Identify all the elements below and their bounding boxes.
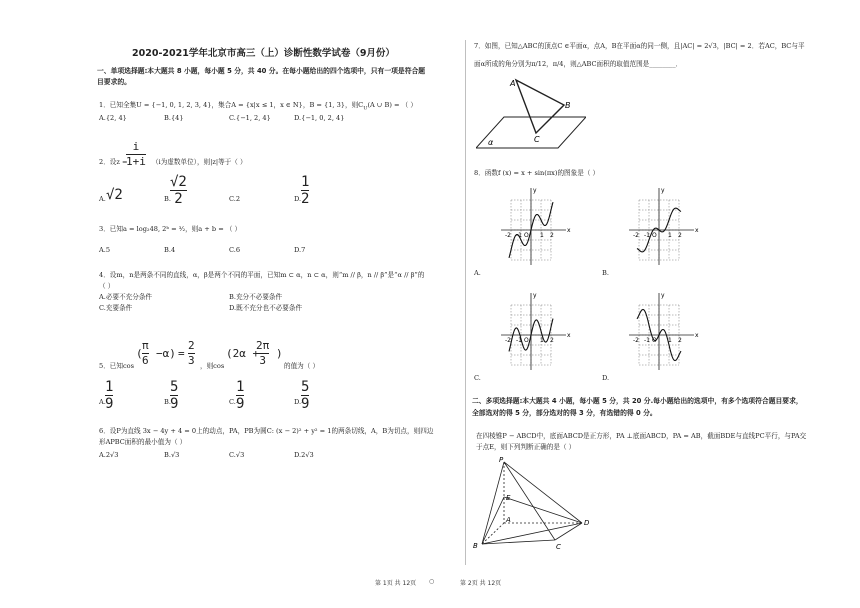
q5-d-num: 5 [301,379,310,395]
q9-edge-pb [482,462,504,544]
q7-label-b: B [565,101,571,110]
q7-figure [476,75,586,155]
origin-label: O [524,232,529,239]
q6-stem-cont: 形APBC面积的最小值为（ ） [99,438,187,446]
tick-label: -1 [516,337,522,344]
q5-option-d-fraction[interactable] [301,380,309,411]
q2-option-a-value[interactable]: √2 [106,187,123,203]
q2-option-d-label[interactable]: D. [294,195,302,203]
q5-equals: = [178,347,185,360]
q9-edge-ab [482,523,504,544]
q5-fraction-2 [188,340,195,367]
q4-option-c[interactable]: C.充要条件 [99,304,133,312]
q4-option-d[interactable]: D.既不充分也不必要条件 [229,304,303,312]
section2-heading-cont: 全部选对的得 5 分，部分选对的得 3 分，有选错的得 0 分。 [472,409,657,417]
q9-label-c: C [556,543,561,551]
q5-c-num: 1 [236,379,245,395]
q3-option-c[interactable]: C.6 [229,246,241,254]
q5-f1-num: π [142,339,149,352]
tick-label: -1 [644,337,650,344]
x-axis-label: x [695,227,699,234]
footer-left-page-number: 第 1页 共 12页 [375,580,417,587]
q5-f2-den: 3 [188,354,195,367]
q3-stem: 3．已知a = log₂48, 2ᵇ = ³⁄₂，则a + b = （ ） [99,225,242,233]
q5-option-a-fraction[interactable] [105,380,113,411]
q1-stem-sub: U [363,105,368,112]
q9-label-e: E [506,494,511,502]
q8-stem: 8．函数f (x) = x + sin(πx)的图象是（ ） [474,169,600,177]
q1-stem [99,101,417,113]
q9-figure [470,455,600,555]
q8-graph-c[interactable] [486,285,596,380]
exam-title: 2020-2021学年北京市高三（上）诊断性数学试卷（9月份） [132,48,395,59]
x-axis-label: x [567,227,571,234]
q7-label-a: A [510,79,516,88]
q9-edge-pc [504,462,555,540]
q4-stem-cont: （ ） [99,282,115,290]
q5-f1-den: 6 [142,354,149,367]
tick-label: 2 [678,232,682,239]
section1-heading-cont: 目要求的。 [97,78,131,86]
footer-separator: ○ [429,578,435,585]
q2-option-b-fraction[interactable] [170,175,187,206]
q7-label-c: C [534,135,540,144]
q8-option-label[interactable]: B. [602,269,609,277]
tick-label: -2 [505,232,511,239]
q9-label-a: A [506,516,511,524]
tick-label: 1 [540,337,544,344]
q5-fraction-1 [142,340,149,367]
q5-b-num: 5 [170,379,179,395]
q9-stem-cont: 于点E，则下列判断正确的是（ ） [476,443,576,451]
y-axis-label: y [533,187,537,194]
q2-prefix: 2．设z = [99,158,128,166]
q2-fraction [126,141,146,168]
q2-option-d-denominator: 2 [301,191,310,207]
origin-label: O [652,232,657,239]
q5-option-d-label[interactable]: D.- [294,398,304,406]
q5-option-c-fraction[interactable] [236,380,244,411]
q9-label-d: D [584,519,590,527]
q3-option-d[interactable]: D.7 [294,246,306,254]
q9-stem: 在四棱锥P − ABCD中，底面ABCD是正方形，PA ⊥底面ABCD，PA = AB，截面BDE与直线PC平行，与PA交 [476,432,807,440]
q4-option-b[interactable]: B.充分不必要条件 [229,293,283,301]
q5-option-a-label[interactable]: A. [99,398,106,406]
q7-label-alpha: α [488,138,494,147]
q5-option-b-label[interactable]: B. [164,398,171,406]
q5-suffix: 的值为（ ） [284,362,320,370]
origin-label: O [524,337,529,344]
q2-option-b-denominator: 2 [174,191,183,207]
q8-option-label[interactable]: D. [602,374,610,382]
q7-stem: 7．如图，已知△ABC的顶点C ∈平面α，点A，B在平面α的同一侧，且|AC| = 2√3，|BC| = 2．若AC，BC与平 [474,42,805,50]
tick-label: -1 [516,232,522,239]
tick-label: -2 [505,337,511,344]
tick-label: 2 [550,232,554,239]
tick-label: 2 [550,337,554,344]
right-page [466,0,860,608]
q8-option-label[interactable]: C. [474,374,481,382]
q2-option-a-label[interactable]: A. [99,195,106,203]
q2-suffix: （i为虚数单位），则|z|等于（ ） [152,158,247,166]
q1-stem-end: (A ∪ B) = （ ） [367,101,417,109]
q1-option-b[interactable]: B.{4} [164,114,184,122]
q5-f3-num: 2π [256,339,270,352]
tick-label: 1 [668,337,672,344]
q5-paren-open: ( [136,347,143,360]
q9-edge-bd [482,523,582,544]
q4-option-a[interactable]: A.必要不充分条件 [99,293,153,301]
q2-option-d-fraction[interactable] [301,175,309,206]
q5-c-den: 9 [236,396,245,412]
y-axis-label: y [533,292,537,299]
q5-option-b-fraction[interactable] [170,380,178,411]
q2-option-b-label[interactable]: B. [164,195,171,203]
q3-option-b[interactable]: B.4 [164,246,176,254]
q5-prefix: 5．已知cos [99,362,135,370]
q3-option-a[interactable]: A.5 [99,246,111,254]
q2-denominator: 1+i [126,155,146,168]
q2-option-d-numerator: 1 [301,174,310,190]
q5-mid: ，则cos [200,362,225,370]
q5-f3-den: 3 [259,354,266,367]
q5-paren-2: (2α + [226,347,260,360]
x-axis-label: x [567,332,571,339]
x-axis-label: x [695,332,699,339]
q5-a-num: 1 [105,379,114,395]
q5-d-den: 9 [301,396,310,412]
tick-label: -2 [633,337,639,344]
q5-fraction-3 [256,340,269,367]
q8-graph-a[interactable] [486,180,596,275]
tick-label: 1 [668,232,672,239]
q5-f2-num: 2 [188,339,195,352]
q2-option-c[interactable]: C.2 [229,195,241,203]
q4-stem: 4．设m，n是两条不同的直线，α，β是两个不同的平面，已知m ⊂ α，n ⊂ α，则“m // β，n // β”是“α // β”的 [99,271,425,279]
q9-label-p: P [499,456,504,464]
q9-label-b: B [473,542,478,550]
q5-minus-alpha: −α) [156,347,176,360]
q7-triangle-abc [516,80,564,133]
origin-label: O [652,337,657,344]
footer-right-page-number: 第 2页 共 12页 [460,580,502,587]
q5-b-den: 9 [170,396,179,412]
section1-heading: 一、单项选择题:本大题共 8 小题，每小题 5 分，共 40 分。在每小题给出的四个选项中，只有一项是符合题 [97,67,426,75]
q1-option-c[interactable]: C.{−1, 2, 4} [229,114,271,122]
tick-label: 2 [678,337,682,344]
q9-edge-pd [504,462,582,523]
tick-label: -2 [633,232,639,239]
q5-paren-close: ) [276,347,283,360]
q8-graph-d[interactable] [614,285,724,380]
q8-graph-b[interactable] [614,180,724,275]
tick-label: 1 [540,232,544,239]
y-axis-label: y [661,292,665,299]
q2-option-b-numerator: √2 [170,174,187,190]
q5-option-c-label[interactable]: C.- [229,398,239,406]
q1-stem-text: 1．已知全集U = {−1, 0, 1, 2, 3, 4}，集合A = {x|x ≤ 1，x ∈ N}，B = {1, 3}，则C [99,101,364,109]
q7-stem-cont: 面α所成的角分别为π/12，π/4，则△ABC面积的取值范围是________． [474,60,683,68]
y-axis-label: y [661,187,665,194]
q5-a-den: 9 [105,396,114,412]
tick-label: -1 [644,232,650,239]
q8-option-label[interactable]: A. [474,269,481,277]
q1-option-d[interactable]: D.{−1, 0, 2, 4} [294,114,345,122]
q6-option-b[interactable]: B.√3 [164,451,180,459]
q1-option-a[interactable]: A.{2, 4} [99,114,127,122]
q6-stem: 6．设P为直线 3x − 4y + 4 = 0上的动点，PA，PB为圆C: (x − 2)² + y² = 1的两条切线，A，B为切点，则四边 [99,427,434,435]
q6-option-a[interactable]: A.2√3 [99,451,119,459]
q9-edge-ed [504,497,582,523]
q6-option-c[interactable]: C.√3 [229,451,245,459]
q6-option-d[interactable]: D.2√3 [294,451,314,459]
q2-numerator: i [132,140,140,153]
section2-heading: 二、多项选择题:本大题共 4 小题，每小题 5 分，共 20 分.每小题给出的选项中，有多个选项符合题目要求， [472,397,803,405]
